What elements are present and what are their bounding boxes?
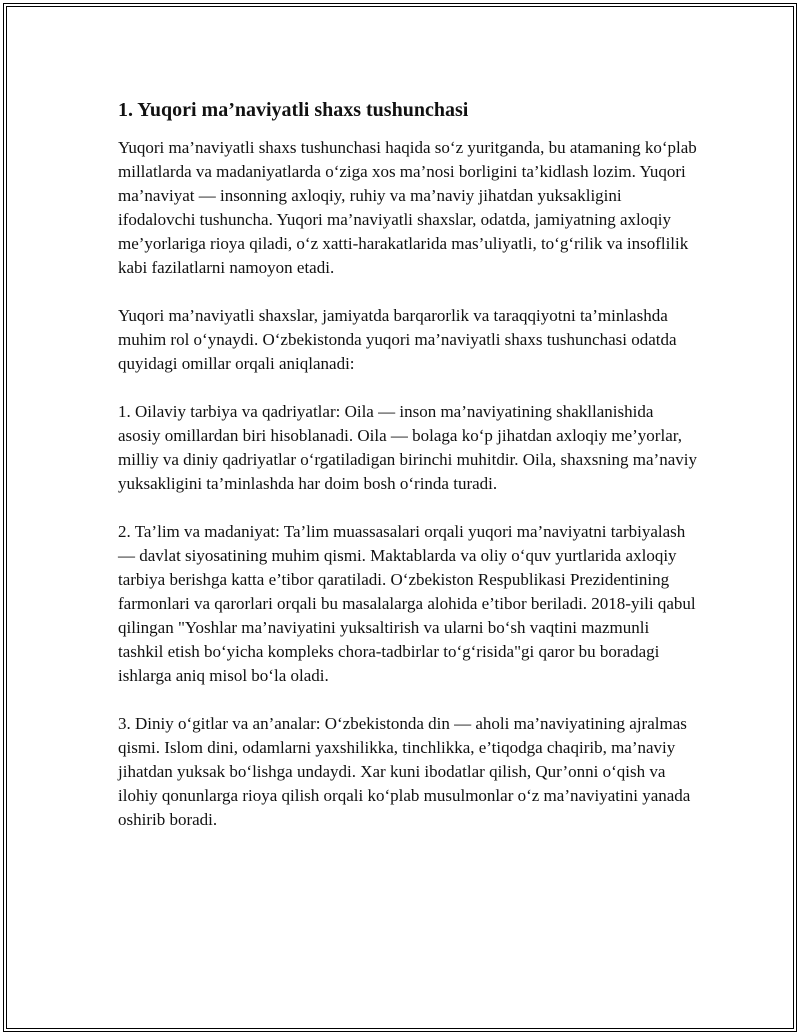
document-page	[3, 3, 797, 1032]
paragraph-factors-intro: Yuqori ma’naviyatli shaxslar, jamiyatda barqarorlik va taraqqiyotni ta’minlashda muhim rol o‘ynaydi. O‘zbekistonda yuqori ma’naviyatli shaxs tushunchasi odatda quyidagi omillar orqali aniqlanadi:	[118, 306, 677, 373]
paragraph-family-upbringing: 1. Oilaviy tarbiya va qadriyatlar: Oila — inson ma’naviyatining shakllanishida asosiy omillardan biri hisoblanadi. Oila — bolaga ko‘p jihatdan axloqiy me’yorlar, milliy va diniy qadriyatlar o‘rgatiladigan birinchi muhitdir. Oila, shaxsning ma’naviy yuksakligini ta’minlashda har doim bosh o‘rinda turadi.	[118, 402, 697, 493]
section-heading: 1. Yuqori ma’naviyatli shaxs tushunchasi	[118, 99, 469, 121]
paragraph-religious-teachings: 3. Diniy o‘gitlar va an’analar: O‘zbekistonda din — aholi ma’naviyatining ajralmas qismi. Islom dini, odamlarni yaxshilikka, tinchlikka, e’tiqodga chaqirib, ma’naviy jihatdan yuksak bo‘lishga undaydi. Xar kuni ibodatlar qilish, Qur’onni o‘qish va ilohiy qonunlarga rioya qilish orqali ko‘plab musulmonlar o‘z ma’naviyatini yanada oshirib boradi.	[118, 714, 691, 829]
paragraph-intro: Yuqori ma’naviyatli shaxs tushunchasi haqida so‘z yuritganda, bu atamaning ko‘plab millatlarda va madaniyatlarda o‘ziga xos ma’nosi borligini ta’kidlash lozim. Yuqori ma’naviyat — insonning axloqiy, ruhiy va ma’naviy jihatdan yuksakligini ifodalovchi tushuncha. Yuqori ma’naviyatli shaxslar, odatda, jamiyatning axloqiy me’yorlariga rioya qiladi, o‘z xatti-harakatlarida mas’uliyatli, to‘g‘rilik va insoflilik kabi fazilatlarni namoyon etadi.	[118, 138, 697, 277]
document-content	[118, 96, 698, 856]
paragraph-education-culture: 2. Ta’lim va madaniyat: Ta’lim muassasalari orqali yuqori ma’naviyatni tarbiyalash — davlat siyosatining muhim qismi. Maktablarda va oliy o‘quv yurtlarida axloqiy tarbiya berishga katta e’tibor qaratiladi. O‘zbekiston Respublikasi Prezidentining farmonlari va qarorlari orqali bu masalalarga alohida e’tibor beriladi. 2018-yili qabul qilingan "Yoshlar ma’naviyatini yuksaltirish va ularni bo‘sh vaqtini mazmunli tashkil etish bo‘yicha kompleks chora-tadbirlar to‘g‘risida"gi qaror bu boradagi ishlarga aniq misol bo‘la oladi.	[118, 522, 696, 685]
